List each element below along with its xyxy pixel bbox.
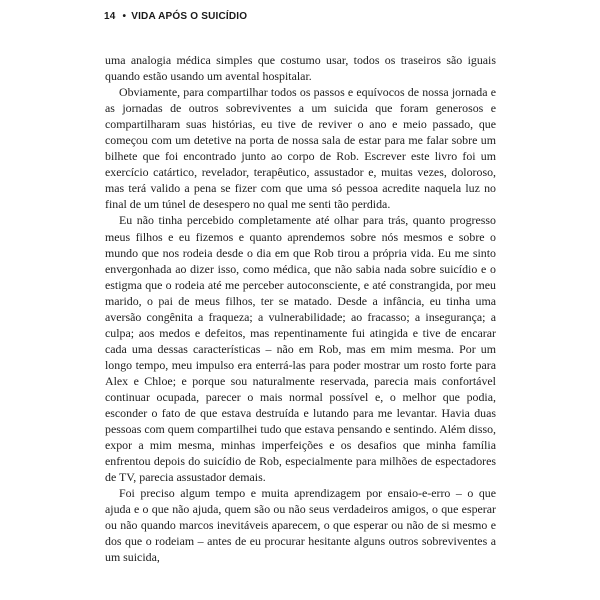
header-separator: • — [122, 11, 127, 22]
running-header — [104, 11, 247, 22]
paragraph-1: uma analogia médica simples que costumo usar, todos os traseiros são iguais quando estão usando um avental hospitalar. — [105, 53, 496, 84]
paragraph-3: Eu não tinha percebido completamente até olhar para trás, quanto progresso meus filhos e eu fizemos e quanto aprendemos sobre nós mesmos e sobre o mundo que nos rodeia desde o dia em que Rob tirou a própria vida. Eu me sinto envergonhada ao dizer isso, como médica, que não sabia nada sobre suicídio e o estigma que o rodeia até me perceber autoconsciente, e até constrangida, por meu marido, o pai de meus filhos, ter se matado. Desde a infância, eu tinha uma aversão congênita a fraqueza; a vulnerabilidade; ao fracasso; a insegurança; a culpa; aos medos e defeitos, mas repentinamente fui atingida e tive de encarar cada uma dessas características – não em Rob, mas em mim mesma. Por um longo tempo, meu impulso era enterrá-las para poder mostrar um rosto forte para Alex e Chloe; e porque sou naturalmente reservada, parecia mais confortável continuar ocupada, parecer o mais normal possível e, o melhor que podia, esconder o fato de que estava destruída e lutando para me levantar. Havia duas pessoas com quem compartilhei tudo que estava pensando e sentindo. Além disso, expor a mim mesma, minhas imperfeições e os desafios que minha família enfrentou depois do suicídio de Rob, especialmente para milhões de espectadores de TV, parecia assustador demais. — [105, 213, 496, 485]
page-number: 14 — [104, 11, 116, 22]
body-text — [105, 52, 496, 566]
book-title: VIDA APÓS O SUICÍDIO — [131, 11, 248, 22]
paragraph-4: Foi preciso algum tempo e muita aprendizagem por ensaio-e-erro – o que ajuda e o que não ajuda, quem são ou não seus verdadeiros amigos, o que esperar ou não quando marcos inevitáveis aparecem, o que esperar ou não de si mesmo e dos que o rodeiam – antes de eu procurar hesitante alguns outros sobreviventes a um suicida, — [105, 486, 496, 565]
paragraph-2: Obviamente, para compartilhar todos os passos e equívocos de nossa jornada e as jornadas de outros sobreviventes a um suicida que foram generosos e compartilharam suas histórias, eu tive de reviver o ano e meio passado, que começou com um detetive na porta de nossa sala de estar para me falar sobre um bilhete que foi encontrado junto ao corpo de Rob. Escrever este livro foi um exercício catártico, revelador, terapêutico, assustador e, muitas vezes, doloroso, mas terá valido a pena se fizer com que uma só pessoa acredite naquela luz no final de um túnel de desespero no qual me senti tão perdida. — [105, 85, 496, 212]
